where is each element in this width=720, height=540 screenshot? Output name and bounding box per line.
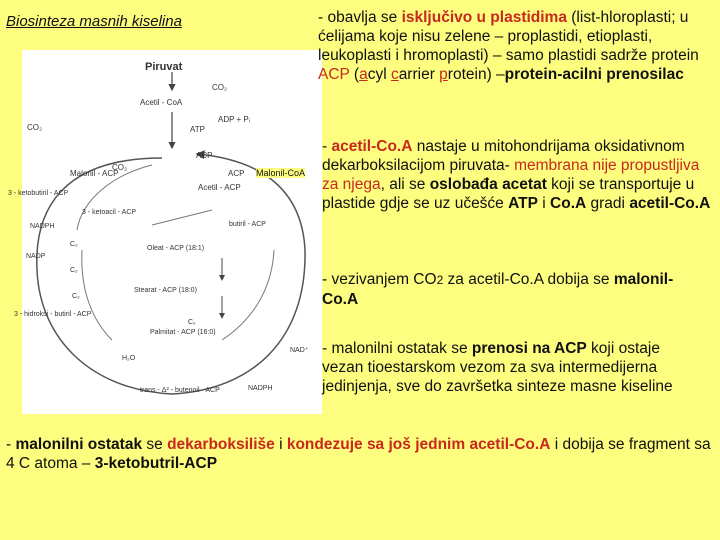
ketoacil-acp-label: 3 - ketoacil - ACP xyxy=(82,209,137,216)
acetil-coa-label: Acetil - CoA xyxy=(140,98,183,107)
palmitat-acp-label: Palmitat - ACP (16:0) xyxy=(150,329,216,336)
acp-label-1: ACP xyxy=(196,151,213,160)
c2-label-4: C₂ xyxy=(188,319,196,326)
malonil-acp-label: Malonil - ACP xyxy=(70,169,119,178)
paragraph-acetil-coa: - acetil-Co.A nastaje u mitohondrijama oksidativnom dekarboksilacijom piruvata- membrana nije propustljiva za njega, ali se oslobađa acetat koji se transportuje u plastide gdje se uz učešće ATP i Co.A gradi acetil-Co.A xyxy=(322,138,711,212)
acetil-acp-label: Acetil - ACP xyxy=(198,183,241,192)
piruvat-label: Piruvat xyxy=(145,61,183,73)
h2o-label: H₂O xyxy=(122,355,136,362)
nadph-label-1: NADPH xyxy=(30,223,55,230)
stearat-acp-label: Stearat - ACP (18:0) xyxy=(134,287,197,294)
co2-top-label: CO₂ xyxy=(212,83,228,92)
co2-mid-label: CO₂ xyxy=(112,163,128,172)
malonil-coa-label: Malonil-CoA xyxy=(256,168,306,178)
nad-label: NAD⁺ xyxy=(290,347,309,354)
c2-label-2: C₂ xyxy=(70,267,78,274)
hidroksi-acp-label: 3 - hidroksi - butiril - ACP xyxy=(14,311,92,318)
slide-title: Biosinteza masnih kiselina xyxy=(6,13,182,30)
ketobutiril-acp-label: 3 - ketobutiril - ACP xyxy=(8,190,69,197)
paragraph-dekarboksilacija: - malonilni ostatak se dekarboksiliše i kondezuje sa još jednim acetil-Co.A i dobija se fragment sa 4 C atoma – 3-ketobutril-ACP xyxy=(6,436,711,472)
paragraph-malonil-coa: - vezivanjem CO2 za acetil-Co.A dobija se malonil-Co.A xyxy=(322,271,674,308)
nadp-label: NADP xyxy=(26,253,46,260)
c2-label-1: C₂ xyxy=(70,241,78,248)
paragraph-plastidi: - obavlja se isključivo u plastidima (list-hloroplasti; u ćelijama koje nisu zelene – proplastidi, etioplasti, leukoplasti i hromoplasti) – samo plastidi sadrže protein ACP (acyl carrier protein) –protein-acilni prenosilac xyxy=(318,9,699,83)
nadph-label-2: NADPH xyxy=(248,385,273,392)
c2-label-3: C₂ xyxy=(72,293,80,300)
paragraph-malonilni-ostatak: - malonilni ostatak se prenosi na ACP koji ostaje vezan tioestarskom vezom za sva intermedijerna jedinjenja, sve do završetka sinteze masne kiseline xyxy=(322,340,673,395)
oleat-acp-label: Oleat - ACP (18:1) xyxy=(147,245,205,252)
fatty-acid-synthesis-diagram xyxy=(8,50,322,414)
adp-pi-label: ADP + Pᵢ xyxy=(218,115,251,124)
butenoil-acp-label: trans - Δ² - butenoil - ACP xyxy=(140,387,220,394)
atp-label: ATP xyxy=(190,125,205,134)
co2-left-label: CO₂ xyxy=(27,123,43,132)
acp-label-2: ACP xyxy=(228,169,245,178)
butiril-acp-label: butiril - ACP xyxy=(229,221,266,228)
